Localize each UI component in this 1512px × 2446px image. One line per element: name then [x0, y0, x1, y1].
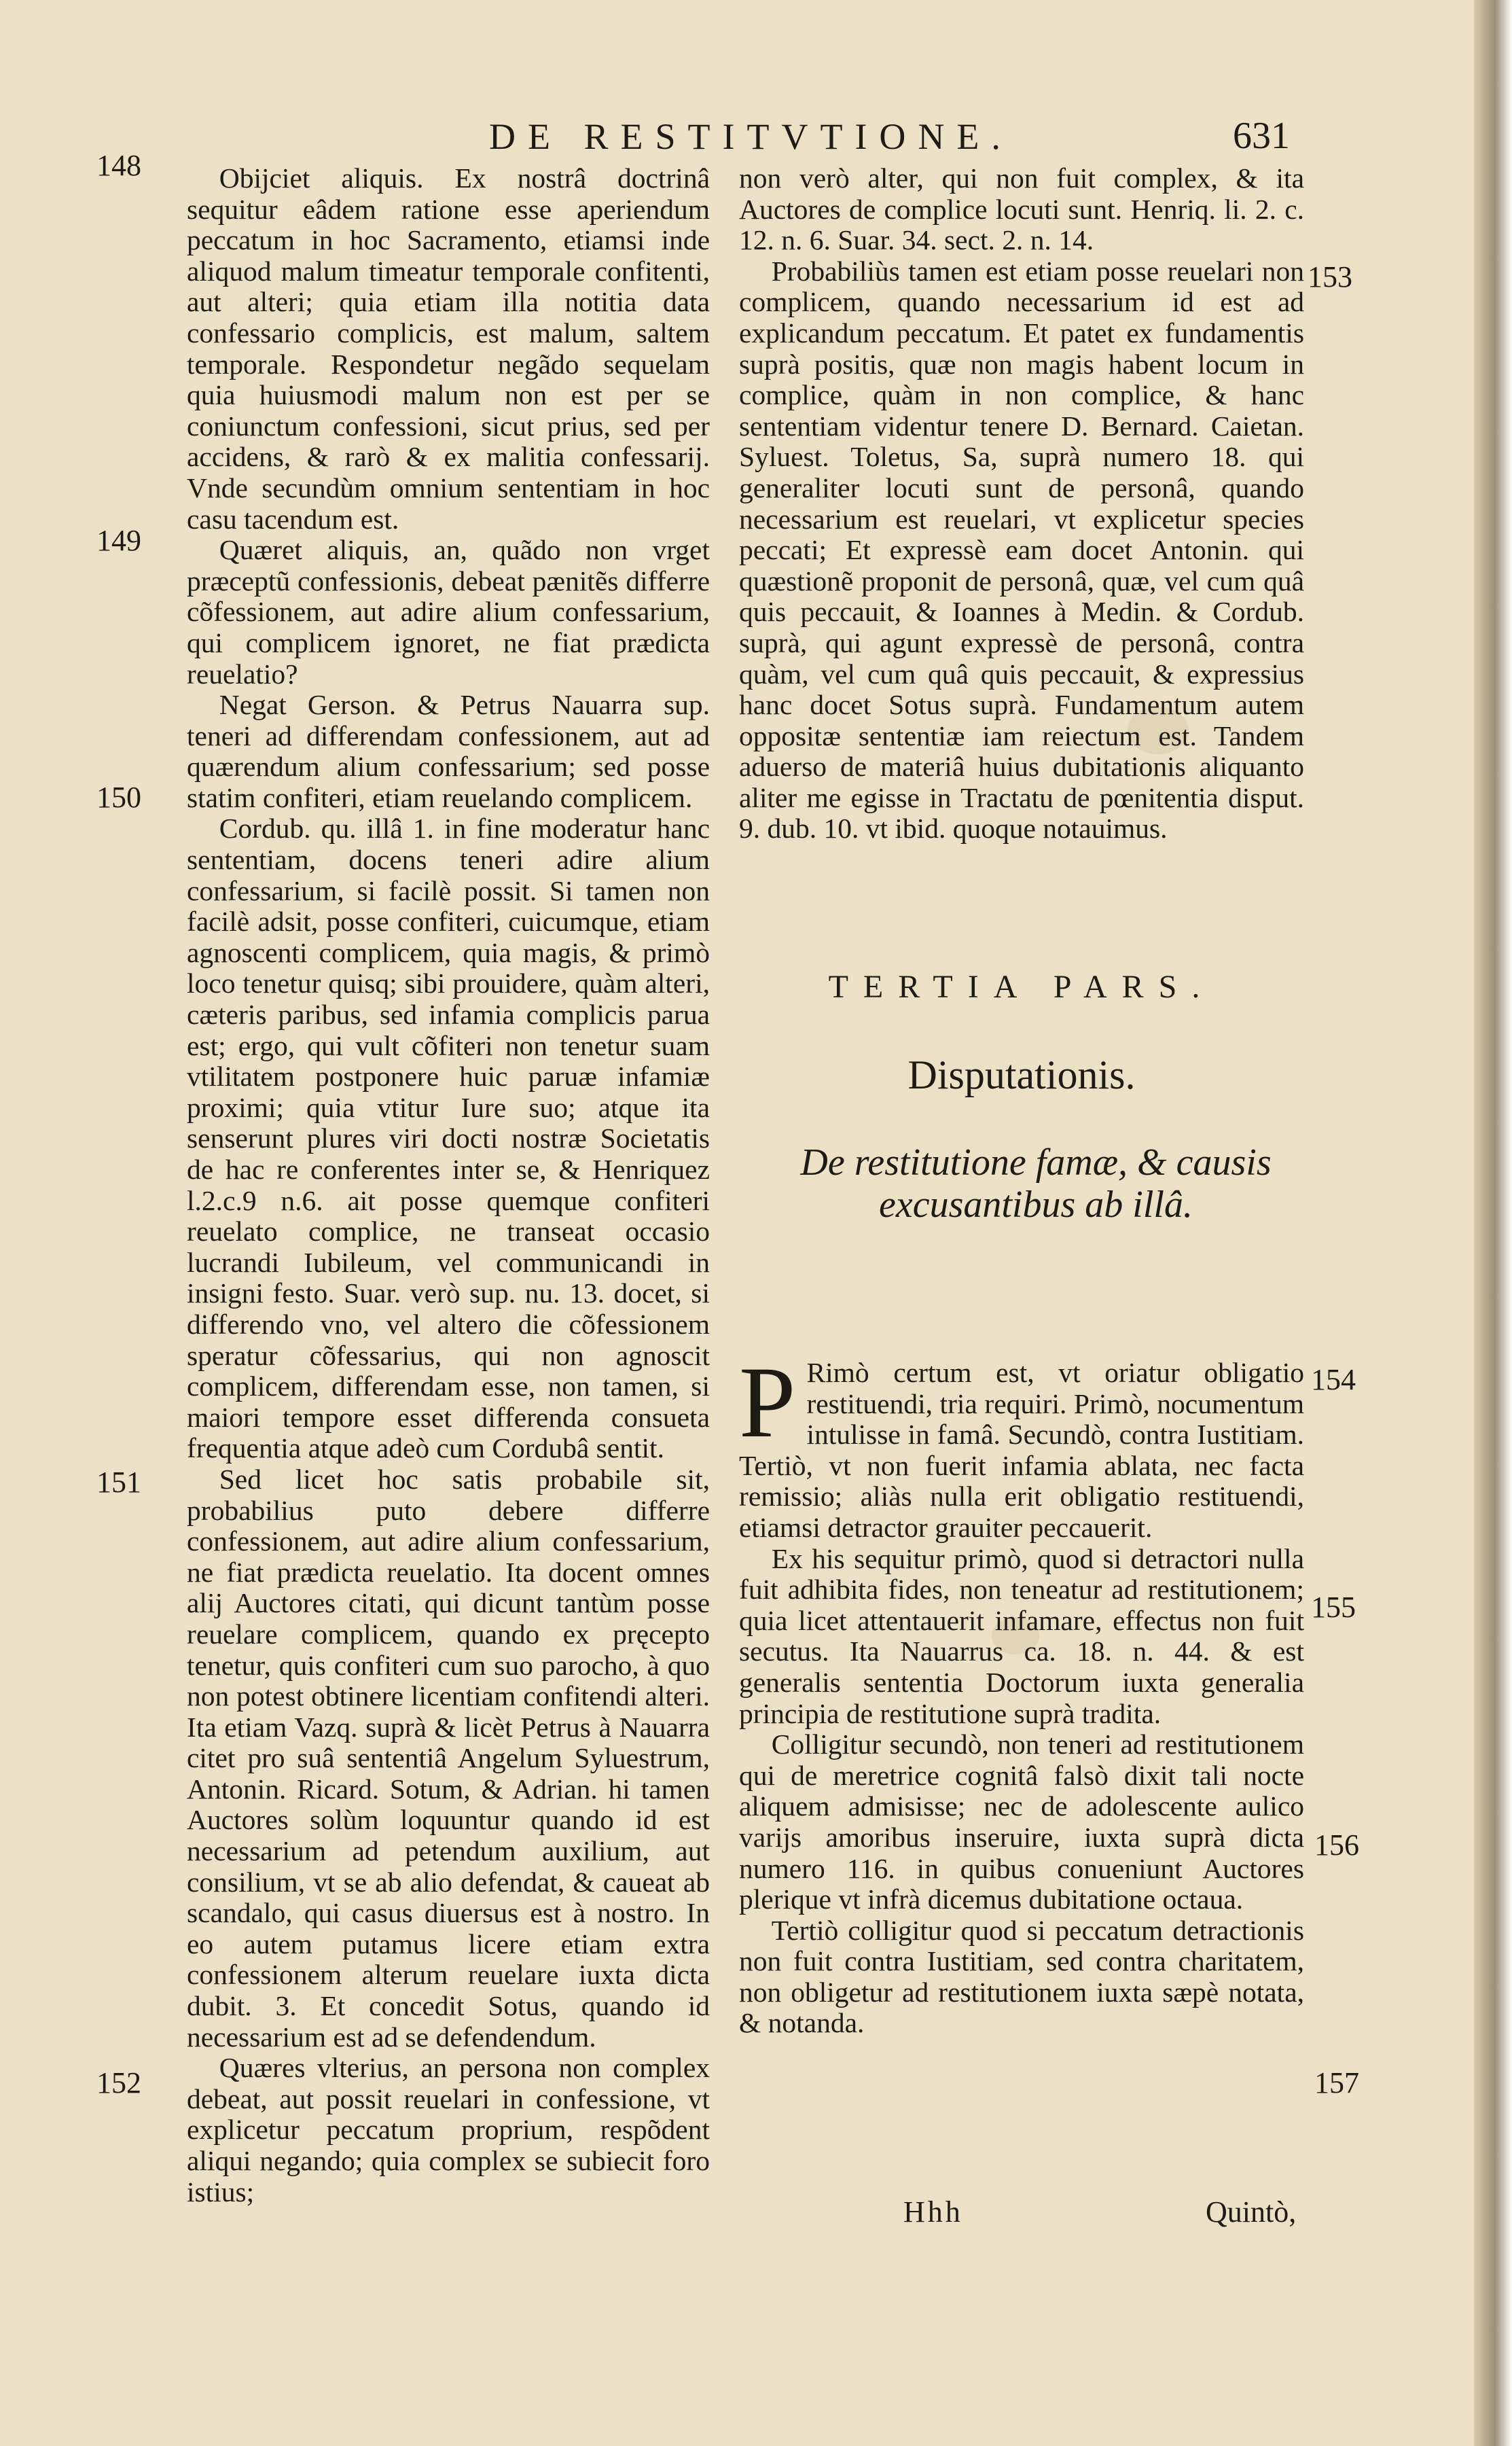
paragraph-150: Cordub. qu. illâ 1. in fine moderatur hanc sententiam, docens teneri adire alium confessarium, si facilè possit. Si tamen non facilè adsit, posse confiteri, cuicumque, etiam agnoscenti complicem, quia magis, & primò loco tenetur quisq; sibi prouidere, quàm alteri, cæteris paribus, sed infamia complicis parua est; ergo, qui vult cõfiteri non tenetur suam vtilitatem postponere huic paruæ infamiæ proximi; quia vtitur Iure suo; atque ita senserunt plures viri docti nostræ Societatis de hac re conferentes inter se, & Henriquez l.2.c.9 n.6. ait posse quemque confiteri reuelato complice, ne transeat occasio lucrandi Iubileum, vel communicandi in insigni festo. Suar. verò sup. nu. 13. docet, si differendo vno, vel altero die cõfessionem speratur cõfessarius, qui non agnoscit complicem, differendam esse, non tamen, si maiori tempore esset differenda consueta frequentia atque adeò cum Cordubâ sentit. — [187, 813, 710, 1464]
drop-cap: P — [739, 1346, 796, 1459]
margin-number-157: 157 — [1314, 2066, 1359, 2099]
part-heading: De restitutione famæ, & causis excusantibus ab illâ. — [800, 1141, 1272, 1226]
margin-number-155: 155 — [1311, 1591, 1356, 1624]
margin-number-151: 151 — [96, 1466, 141, 1499]
right-column-lower — [739, 1346, 1304, 2039]
paragraph-154 — [739, 1346, 1304, 1544]
paragraph-156: Colligitur secundò, non teneri ad restitutionem qui de meretrice cognitâ falsò dixit tali nocte aliquem admisisse; nec de adolescente aulico varijs amoribus inseruire, iuxta suprà dicta numero 116. in quibus conueniunt Auctores plerique vt infrà dicemus dubitatione octaua. — [739, 1729, 1304, 1915]
page-edge-shadow — [1474, 0, 1512, 2446]
part-subtitle: Disputationis. — [907, 1052, 1136, 1097]
margin-number-156: 156 — [1314, 1828, 1359, 1862]
paragraph-152-continued: non verò alter, qui non fuit complex, & ita Auctores de complice locuti sunt. Henriq. li. 2. c. 12. n. 6. Suar. 34. sect. 2. n. 14. — [739, 162, 1304, 256]
paragraph-154-text: Rimò certum est, vt oriatur obligatio restituendi, tria requiri. Primò, nocumentum intulisse in famâ. Secundò, contra Iustitiam. Tertiò, vt non fuerit infamia ablata, nec facta remissio; aliàs nulla erit obligatio restituendi, etiamsi detractor grauiter peccauerit. — [739, 1357, 1304, 1543]
margin-number-150: 150 — [96, 781, 141, 814]
left-column — [187, 163, 710, 2208]
margin-number-152: 152 — [96, 2066, 141, 2099]
paragraph-148: Obijciet aliquis. Ex nostrâ doctrinâ sequitur eâdem ratione esse aperiendum peccatum in hoc Sacramento, etiamsi inde aliquod malum timeatur temporale confitenti, aut alteri; quia etiam illa notitia data confessario complicis, est malum, saltem temporale. Respondetur negãdo sequelam quia huiusmodi malum non est per se coniunctum confessioni, sicut prius, sed per accidens, & rarò & ex malitia confessarij. Vnde secundùm omnium sententiam in hoc casu tacendum est. — [187, 162, 710, 535]
margin-number-148: 148 — [96, 149, 141, 182]
margin-number-154: 154 — [1311, 1363, 1356, 1396]
catchword: Quintò, — [1206, 2195, 1297, 2229]
margin-number-149: 149 — [96, 524, 141, 557]
part-title: TERTIA PARS. — [828, 969, 1215, 1005]
right-column-upper — [739, 163, 1304, 845]
page-number: 631 — [1233, 115, 1290, 157]
paragraph-152: Quæres vlterius, an persona non complex debeat, aut possit reuelari in confessione, vt explicetur peccatum proprium, respõdent aliqui negando; quia complex se subiecit foro istius; — [187, 2052, 710, 2208]
paragraph-149-answer: Negat Gerson. & Petrus Nauarra sup. teneri ad differendam confessionem, aut ad quærendum alium confessarium; sed posse statim confiteri, etiam reuelando complicem. — [187, 689, 710, 813]
margin-number-153: 153 — [1308, 260, 1352, 294]
signature-mark: Hhh — [903, 2195, 963, 2229]
paragraph-157: Tertiò colligitur quod si peccatum detractionis non fuit contra Iustitiam, sed contra charitatem, non obligetur ad restitutionem iuxta sæpè notata, & notanda. — [739, 1914, 1304, 2039]
paragraph-155: Ex his sequitur primò, quod si detractori nulla fuit adhibita fides, non teneatur ad restitutionem; quia licet attentauerit infamare, effectus non fuit secutus. Ita Nauarrus ca. 18. n. 44. & est generalis sententia Doctorum iuxta generalia principia de restitutione suprà tradita. — [739, 1542, 1304, 1729]
paragraph-149: Quæret aliquis, an, quãdo non vrget præceptũ confessionis, debeat pænitẽs differre cõfessionem, aut adire alium confessarium, qui complicem ignoret, ne fiat prædicta reuelatio? — [187, 534, 710, 690]
paragraph-151: Sed licet hoc satis probabile sit, probabilius puto debere differre confessionem, aut adire alium confessarium, ne fiat prædicta reuelatio. Ita docent omnes alij Auctores citati, qui dicunt tantùm posse reuelare complicem, quando ex pręcepto tenetur, quis confiteri cum suo parocho, à quo non potest obtinere licentiam confitendi alteri. Ita etiam Vazq. suprà & licèt Petrus à Nauarra citet pro suâ sententiâ Angelum Syluestrum, Antonin. Ricard. Sotum, & Adrian. hi tamen Auctores solùm loquuntur quando id est necessarium ad petendum auxilium, aut consilium, vt se ab alio defendat, & caueat ab scandalo, qui casus diuersus est à nostro. In eo autem putamus licere etiam extra confessionem alterum reuelare iuxta dicta dubit. 3. Et concedit Sotus, quando id necessarium est ad se defendendum. — [187, 1463, 710, 2053]
paragraph-153: Probabiliùs tamen est etiam posse reuelari non complicem, quando necessarium id est ad explicandum peccatum. Et patet ex fundamentis suprà positis, quæ non magis habent locum in complice, quàm in non complice, & hanc sententiam videntur tenere D. Bernard. Caietan. Syluest. Toletus, Sa, suprà numero 18. qui generaliter locuti sunt de personâ, quando necessarium est reuelari, vt explicetur species peccati; Et expressè eam docet Antonin. qui quæstionẽ proponit de personâ, quæ, vel cum quâ quis peccauit, & Ioannes à Medin. & Cordub. suprà, qui agunt expressè de personâ, contra quàm, vel cum quâ quis peccauit, & expressius hanc docet Sotus suprà. Fundamentum autem oppositæ sententiæ iam reiectum est. Tandem aduerso de materiâ huius dubitationis aliquanto aliter me egisse in Tractatu de pœnitentia disput. 9. dub. 10. vt ibid. quoque notauimus. — [739, 255, 1304, 845]
running-title: DE RESTITVTIONE. — [489, 116, 1013, 157]
